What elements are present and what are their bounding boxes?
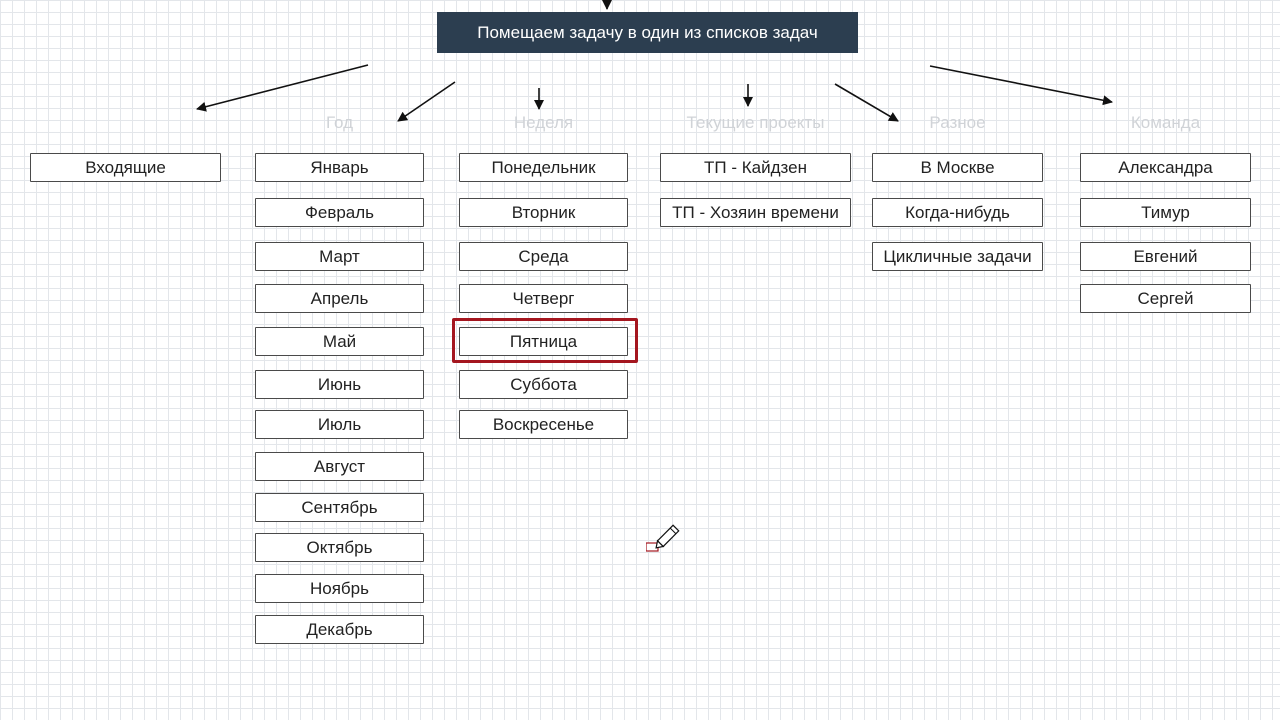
- highlight-frame: [452, 318, 638, 363]
- list-node-weekday: Вторник: [459, 198, 628, 227]
- column-title-week: Неделя: [513, 113, 574, 132]
- list-node-weekday: Понедельник: [459, 153, 628, 182]
- list-node-person: Александра: [1080, 153, 1251, 182]
- column-title-year: Год: [325, 113, 354, 132]
- column-title-misc: Разное: [929, 113, 986, 132]
- column-title-team: Команда: [1130, 113, 1201, 132]
- list-node-month: Январь: [255, 153, 424, 182]
- list-node-person: Евгений: [1080, 242, 1251, 271]
- list-node-month: Март: [255, 242, 424, 271]
- list-node-inbox: Входящие: [30, 153, 221, 182]
- pen-cursor-icon: [646, 522, 680, 554]
- list-node-month: Сентябрь: [255, 493, 424, 522]
- list-node-person: Сергей: [1080, 284, 1251, 313]
- column-title-projects: Текущие проекты: [686, 113, 825, 132]
- list-node-weekday: Четверг: [459, 284, 628, 313]
- list-node-project: ТП - Кайдзен: [660, 153, 851, 182]
- arrow-to-team: [930, 66, 1112, 102]
- list-node-month: Август: [255, 452, 424, 481]
- header-box: Помещаем задачу в один из списков задач: [437, 12, 858, 53]
- list-node-month: Декабрь: [255, 615, 424, 644]
- list-node-month: Июнь: [255, 370, 424, 399]
- list-node-month: Июль: [255, 410, 424, 439]
- list-node-weekday-highlighted: Пятница: [459, 327, 628, 356]
- list-node-project: ТП - Хозяин времени: [660, 198, 851, 227]
- list-node-misc: Когда-нибудь: [872, 198, 1043, 227]
- list-node-weekday: Суббота: [459, 370, 628, 399]
- list-node-weekday: Воскресенье: [459, 410, 628, 439]
- list-node-misc: Цикличные задачи: [872, 242, 1043, 271]
- arrow-to-inbox: [197, 65, 368, 109]
- list-node-month: Октябрь: [255, 533, 424, 562]
- list-node-month: Май: [255, 327, 424, 356]
- list-node-person: Тимур: [1080, 198, 1251, 227]
- list-node-misc: В Москве: [872, 153, 1043, 182]
- list-node-month: Ноябрь: [255, 574, 424, 603]
- list-node-month: Апрель: [255, 284, 424, 313]
- list-node-weekday: Среда: [459, 242, 628, 271]
- list-node-month: Февраль: [255, 198, 424, 227]
